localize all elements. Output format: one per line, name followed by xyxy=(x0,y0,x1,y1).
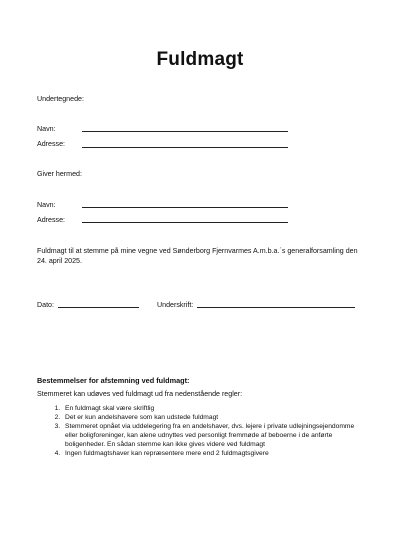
rule-item: 3. Stemmeret opnået via uddelegering fra en andelshaver, dvs. lejere i private udlejningsejendomme eller boligforeninger, kan alene udnyttes ved personligt fremmøde af beboerne i de anførte boligenheder. En sådan stemme kan ikke gives videre ved fuldmagt xyxy=(62,422,362,449)
rules-heading: Bestemmelser for afstemning ved fuldmagt: xyxy=(37,376,190,385)
grantor-name-field[interactable] xyxy=(82,131,288,132)
grantee-address-field[interactable] xyxy=(82,222,288,223)
grantee-name-field[interactable] xyxy=(82,207,288,208)
page-title: Fuldmagt xyxy=(156,49,244,70)
grantor-name-label: Navn: xyxy=(37,125,56,133)
signature-field[interactable] xyxy=(197,307,355,308)
grantee-label: Giver hermed: xyxy=(37,170,82,178)
rules-intro: Stemmeret kan udøves ved fuldmagt ud fra nedenstående regler: xyxy=(37,390,243,398)
rule-item: 2. Det er kun andelshavere som kan udstede fuldmagt xyxy=(62,413,362,422)
rule-item: 4. Ingen fuldmagtshaver kan repræsentere mere end 2 fuldmagtsgivere xyxy=(62,449,362,458)
rule-item: 1. En fuldmagt skal være skriftlig xyxy=(62,404,362,413)
grantee-name-label: Navn: xyxy=(37,201,56,209)
date-field[interactable] xyxy=(58,307,139,308)
grantor-address-label: Adresse: xyxy=(37,140,65,148)
signature-label: Underskrift: xyxy=(157,301,194,309)
rules-list xyxy=(37,404,362,459)
proxy-statement: Fuldmagt til at stemme på mine vegne ved Sønderborg Fjernvarmes A.m.b.a.´s generalforsamling den 24. april 2025. xyxy=(37,247,358,266)
grantor-address-field[interactable] xyxy=(82,147,288,148)
undersigned-label: Undertegnede: xyxy=(37,95,84,103)
grantee-address-label: Adresse: xyxy=(37,216,65,224)
date-label: Dato: xyxy=(37,301,54,309)
